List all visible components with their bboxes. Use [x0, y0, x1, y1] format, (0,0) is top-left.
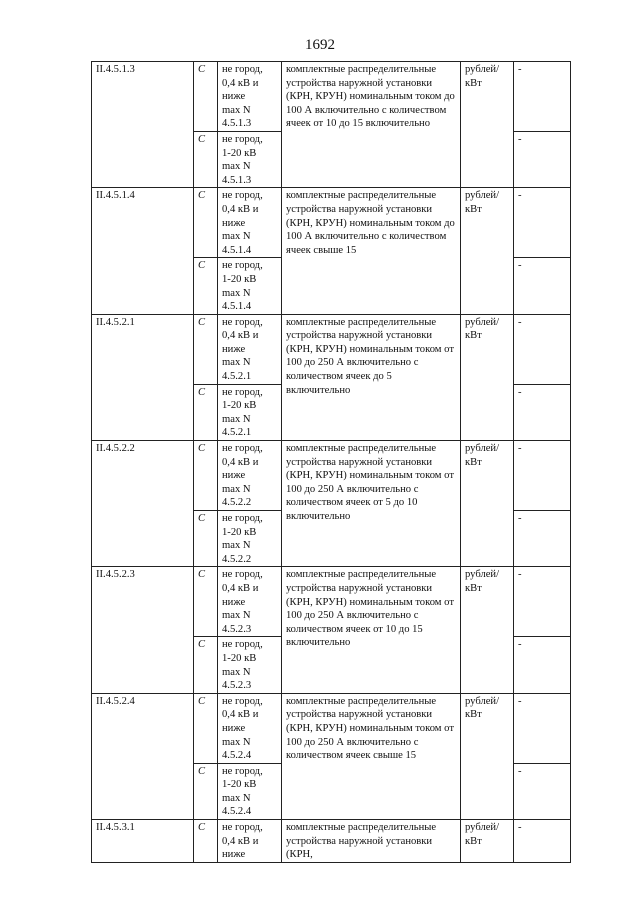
category-cell: С — [194, 637, 218, 693]
category-cell: С — [194, 441, 218, 511]
category-cell: С — [194, 384, 218, 440]
category-cell: С — [194, 62, 218, 132]
category-cell: С — [194, 820, 218, 863]
voltage-cell — [218, 384, 282, 440]
voltage-cell — [218, 314, 282, 384]
value-cell: - — [514, 131, 571, 187]
voltage-line: не город, — [222, 569, 263, 581]
voltage-cell — [218, 763, 282, 819]
voltage-line: max N — [222, 666, 251, 678]
value-cell: - — [514, 441, 571, 511]
voltage-line: max N — [222, 231, 251, 243]
voltage-line: 0,4 кВ и — [222, 709, 259, 721]
voltage-line: max N — [222, 736, 251, 748]
value-cell: - — [514, 820, 571, 863]
voltage-line: max N — [222, 483, 251, 495]
voltage-line: ниже — [222, 596, 246, 608]
voltage-line: не город, — [222, 64, 263, 75]
voltage-cell — [218, 567, 282, 637]
table-row — [92, 441, 571, 511]
voltage-line: 4.5.2.2 — [222, 497, 252, 509]
description-cell: комплектные распределительные устройства наружной установки (КРН, КРУН) номинальным током до 100 А включительно с количеством ячеек свыше 15 — [282, 188, 461, 314]
voltage-cell — [218, 131, 282, 187]
voltage-line: max N — [222, 287, 251, 299]
voltage-line: не город, — [222, 386, 263, 398]
value-cell: - — [514, 62, 571, 132]
voltage-line: 4.5.2.3 — [222, 680, 252, 692]
description-cell: комплектные распределительные устройства наружной установки (КРН, КРУН) номинальным током от 100 до 250 А включительно с количеством ячеек до 5 включительно — [282, 314, 461, 440]
item-code: II.4.5.1.4 — [92, 188, 194, 314]
voltage-line: не город, — [222, 822, 263, 834]
voltage-line: не город, — [222, 260, 263, 272]
voltage-cell — [218, 188, 282, 258]
voltage-line: ниже — [222, 91, 246, 103]
voltage-cell — [218, 441, 282, 511]
item-code: II.4.5.2.3 — [92, 567, 194, 693]
voltage-line: 1-20 кВ — [222, 147, 257, 159]
voltage-line: не город, — [222, 190, 263, 202]
voltage-line: 4.5.2.3 — [222, 623, 252, 635]
table-row — [92, 62, 571, 132]
voltage-line: 4.5.1.4 — [222, 301, 252, 313]
voltage-line: max N — [222, 610, 251, 622]
category-cell: С — [194, 763, 218, 819]
voltage-line: 4.5.1.3 — [222, 174, 252, 186]
value-cell: - — [514, 384, 571, 440]
category-cell: С — [194, 567, 218, 637]
voltage-line: 1-20 кВ — [222, 273, 257, 285]
voltage-line: 4.5.2.4 — [222, 750, 252, 762]
voltage-cell — [218, 258, 282, 314]
voltage-line: max N — [222, 413, 251, 425]
voltage-cell — [218, 820, 282, 863]
unit-cell: рублей/ кВт — [461, 693, 514, 819]
voltage-line: max N — [222, 540, 251, 552]
unit-cell: рублей/ кВт — [461, 314, 514, 440]
voltage-line: ниже — [222, 849, 246, 861]
voltage-line: ниже — [222, 470, 246, 482]
voltage-line: 4.5.2.2 — [222, 553, 252, 565]
item-code: II.4.5.2.4 — [92, 693, 194, 819]
voltage-line: 0,4 кВ и — [222, 582, 259, 594]
category-cell: С — [194, 188, 218, 258]
voltage-line: max N — [222, 104, 251, 116]
value-cell: - — [514, 258, 571, 314]
voltage-line: не город, — [222, 316, 263, 328]
voltage-cell — [218, 511, 282, 567]
unit-cell: рублей/ кВт — [461, 567, 514, 693]
value-cell: - — [514, 637, 571, 693]
description-cell: комплектные распределительные устройства наружной установки (КРН, — [282, 820, 461, 863]
voltage-line: max N — [222, 357, 251, 369]
description-cell: комплектные распределительные устройства наружной установки (КРН, КРУН) номинальным током от 100 до 250 А включительно с количеством ячеек от 10 до 15 включительно — [282, 567, 461, 693]
category-cell: С — [194, 314, 218, 384]
category-cell: С — [194, 693, 218, 763]
voltage-line: 4.5.2.4 — [222, 806, 252, 818]
voltage-line: не город, — [222, 765, 263, 777]
unit-cell: рублей/ кВт — [461, 441, 514, 567]
voltage-line: не город, — [222, 443, 263, 455]
voltage-line: не город, — [222, 639, 263, 651]
value-cell: - — [514, 314, 571, 384]
voltage-line: 0,4 кВ и — [222, 203, 259, 215]
tariff-table — [91, 61, 571, 863]
value-cell: - — [514, 567, 571, 637]
table-row — [92, 567, 571, 637]
voltage-line: 1-20 кВ — [222, 652, 257, 664]
item-code: II.4.5.1.3 — [92, 62, 194, 188]
voltage-line: 4.5.2.1 — [222, 371, 252, 383]
table-row — [92, 314, 571, 384]
value-cell: - — [514, 188, 571, 258]
value-cell: - — [514, 763, 571, 819]
description-cell: комплектные распределительные устройства наружной установки (КРН, КРУН) номинальным током от 100 до 250 А включительно с количеством ячеек от 5 до 10 включительно — [282, 441, 461, 567]
category-cell: С — [194, 511, 218, 567]
voltage-line: 4.5.1.4 — [222, 244, 252, 256]
unit-cell: рублей/ кВт — [461, 188, 514, 314]
category-cell: С — [194, 131, 218, 187]
voltage-line: не город, — [222, 513, 263, 524]
voltage-line: max N — [222, 161, 251, 173]
description-cell: комплектные распределительные устройства наружной установки (КРН, КРУН) номинальным током до 100 А включительно с количеством ячеек от 10 до 15 включительно — [282, 62, 461, 188]
voltage-line: 1-20 кВ — [222, 400, 257, 412]
voltage-cell — [218, 693, 282, 763]
voltage-line: 0,4 кВ и — [222, 456, 259, 468]
voltage-line: 0,4 кВ и — [222, 77, 259, 89]
unit-cell: рублей/ кВт — [461, 820, 514, 863]
voltage-line: 1-20 кВ — [222, 526, 257, 538]
table-row — [92, 188, 571, 258]
voltage-line: не город, — [222, 133, 263, 145]
item-code: II.4.5.2.1 — [92, 314, 194, 440]
value-cell: - — [514, 511, 571, 567]
voltage-line: 0,4 кВ и — [222, 330, 259, 342]
voltage-line: ниже — [222, 217, 246, 229]
table-row — [92, 820, 571, 863]
table-row — [92, 693, 571, 763]
voltage-line: 4.5.2.1 — [222, 427, 252, 439]
value-cell: - — [514, 693, 571, 763]
item-code: II.4.5.2.2 — [92, 441, 194, 567]
voltage-cell — [218, 62, 282, 132]
voltage-line: max N — [222, 792, 251, 804]
category-cell: С — [194, 258, 218, 314]
voltage-line: ниже — [222, 343, 246, 355]
voltage-line: 0,4 кВ и — [222, 835, 259, 847]
item-code: II.4.5.3.1 — [92, 820, 194, 863]
voltage-line: не город, — [222, 695, 263, 707]
voltage-line: 1-20 кВ — [222, 779, 257, 791]
voltage-line: 4.5.1.3 — [222, 118, 252, 130]
voltage-line: ниже — [222, 722, 246, 734]
page-number: 1692 — [305, 37, 335, 53]
voltage-cell — [218, 637, 282, 693]
unit-cell: рублей/ кВт — [461, 62, 514, 188]
description-cell: комплектные распределительные устройства наружной установки (КРН, КРУН) номинальным током от 100 до 250 А включительно с количеством ячеек свыше 15 — [282, 693, 461, 819]
